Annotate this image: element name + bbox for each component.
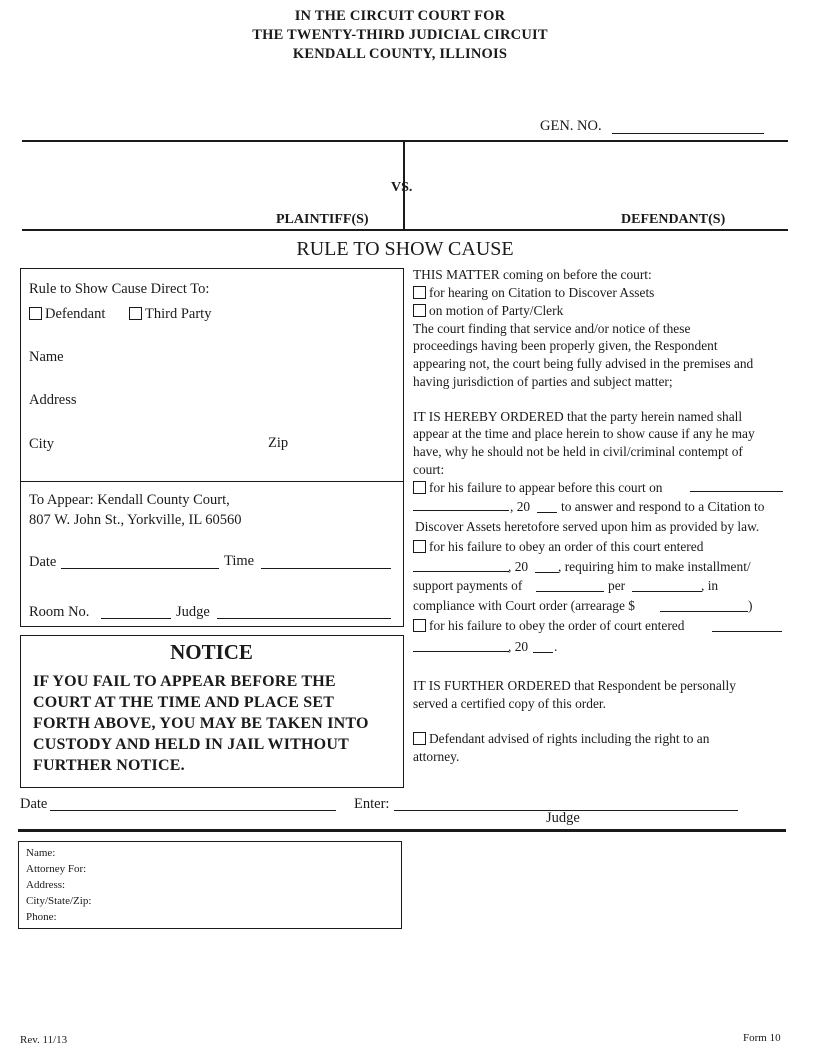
ordered-line1: IT IS HEREBY ORDERED that the party herein named shall: [413, 409, 743, 424]
notice-line2: COURT AT THE TIME AND PLACE SET: [33, 694, 335, 711]
notice-line5: FURTHER NOTICE.: [33, 757, 185, 774]
per-period-field[interactable]: [632, 579, 702, 592]
hearing-option[interactable]: [413, 284, 654, 302]
notice-title: NOTICE: [170, 640, 253, 664]
gen-no-field[interactable]: [612, 121, 764, 134]
plaintiff-label: PLAINTIFF(S): [276, 212, 369, 227]
signature-date-field[interactable]: [50, 798, 336, 811]
third-party-checkbox[interactable]: [129, 307, 142, 320]
further-line1: IT IS FURTHER ORDERED that Respondent be personally: [413, 678, 736, 693]
attorney-city-label: City/State/Zip:: [26, 895, 92, 907]
fail-appear-label: for his failure to appear before this court on: [429, 480, 663, 495]
attorney-phone-label: Phone:: [26, 911, 57, 923]
vs-label: VS.: [391, 180, 413, 195]
fail-obey2-year-field[interactable]: [533, 640, 553, 653]
ordered-line3: have, why he should not be held in civil/criminal contempt of: [413, 444, 743, 459]
motion-checkbox[interactable]: [413, 304, 426, 317]
direct-to-heading: Rule to Show Cause Direct To:: [29, 281, 210, 297]
matter-heading: THIS MATTER coming on before the court:: [413, 267, 652, 282]
obey-year-prefix: , 20: [508, 559, 529, 574]
fail-obey2-checkbox[interactable]: [413, 619, 426, 632]
support-payments-label: support payments of: [413, 578, 523, 593]
fail-obey2-period: .: [554, 639, 558, 654]
room-no-label: Room No.: [29, 604, 90, 620]
fail-appear-month-field[interactable]: [413, 498, 509, 511]
name-label: Name: [29, 349, 64, 365]
notice-line3: FORTH ABOVE, YOU MAY BE TAKEN INTO: [33, 715, 369, 732]
signature-judge-label: Judge: [546, 810, 580, 826]
appear-line1: To Appear: Kendall County Court,: [29, 492, 230, 508]
advised-option[interactable]: [413, 730, 709, 748]
appear-time-label: Time: [224, 553, 255, 569]
fail-appear-date-field[interactable]: [690, 479, 783, 492]
document-title: RULE TO SHOW CAUSE: [296, 238, 514, 260]
obey-year-field[interactable]: [535, 560, 559, 573]
fail-obey2-label: for his failure to obey the order of court entered: [429, 618, 685, 633]
defendant-checkbox[interactable]: [29, 307, 42, 320]
court-name-line2: THE TWENTY-THIRD JUDICIAL CIRCUIT: [252, 27, 548, 43]
signature-rule: [18, 829, 786, 832]
court-name-line1: IN THE CIRCUIT COURT FOR: [294, 8, 506, 24]
defendant-label: DEFENDANT(S): [621, 212, 726, 227]
hearing-option-label: for hearing on Citation to Discover Assets: [429, 285, 655, 300]
revision-label: Rev. 11/13: [20, 1034, 68, 1046]
notice-line4: CUSTODY AND HELD IN JAIL WITHOUT: [33, 736, 349, 753]
fail-appear-year-field[interactable]: [537, 500, 557, 513]
fail-obey-label: for his failure to obey an order of this court entered: [429, 539, 704, 554]
zip-label: Zip: [268, 435, 289, 451]
arrearage-field[interactable]: [660, 599, 748, 612]
hearing-checkbox[interactable]: [413, 286, 426, 299]
per-label: per: [608, 578, 626, 593]
appear-date-label: Date: [29, 554, 57, 570]
direct-to-box: [20, 268, 404, 482]
caption-bottom-rule: [22, 229, 788, 231]
fail-obey-option[interactable]: [413, 538, 703, 556]
enter-label: Enter:: [354, 796, 390, 812]
appear-line2: 807 W. John St., Yorkville, IL 60560: [29, 512, 242, 528]
answer-text: to answer and respond to a Citation to: [561, 499, 765, 514]
appear-judge-label: Judge: [176, 604, 210, 620]
fail-appear-year-prefix: , 20: [510, 499, 531, 514]
court-name-line3: KENDALL COUNTY, ILLINOIS: [292, 46, 508, 62]
fail-appear-option[interactable]: [413, 479, 663, 497]
appear-date-field[interactable]: [61, 556, 219, 569]
appear-judge-field[interactable]: [217, 606, 391, 619]
address-label: Address: [29, 392, 77, 408]
gen-no-label: GEN. NO.: [540, 118, 602, 134]
fail-appear-checkbox[interactable]: [413, 481, 426, 494]
ordered-line2: appear at the time and place herein to show cause if any he may: [413, 426, 755, 441]
defendant-option[interactable]: [29, 306, 105, 323]
motion-option[interactable]: [413, 302, 563, 320]
attorney-box: [18, 841, 402, 929]
support-amount-field[interactable]: [536, 579, 604, 592]
finding-line2: proceedings having been properly given, the Respondent: [413, 338, 718, 353]
requiring-text: , requiring him to make installment/: [558, 559, 751, 574]
advised-line2: attorney.: [413, 749, 460, 764]
ordered-line4: court:: [413, 462, 445, 477]
further-line2: served a certified copy of this order.: [413, 696, 606, 711]
motion-option-label: on motion of Party/Clerk: [429, 303, 564, 318]
fail-obey-checkbox[interactable]: [413, 540, 426, 553]
city-label: City: [29, 436, 54, 452]
appear-time-field[interactable]: [261, 556, 391, 569]
obey-month-field[interactable]: [413, 559, 509, 572]
in-label: , in: [701, 578, 719, 593]
caption-top-rule: [22, 140, 788, 142]
room-no-field[interactable]: [101, 606, 171, 619]
appear-box: [20, 481, 404, 627]
third-party-option[interactable]: [129, 306, 211, 323]
fail-obey2-date-field[interactable]: [712, 619, 782, 632]
discover-text: Discover Assets heretofore served upon him as provided by law.: [415, 519, 760, 534]
finding-line3: appearing not, the court being fully advised in the premises and: [413, 356, 754, 371]
attorney-address-label: Address:: [26, 879, 66, 891]
notice-box: [20, 635, 404, 788]
signature-date-label: Date: [20, 796, 48, 812]
defendant-option-label: Defendant: [45, 306, 106, 322]
fail-obey2-year-prefix: , 20: [508, 639, 529, 654]
finding-line1: The court finding that service and/or notice of these: [413, 321, 691, 336]
attorney-name-label: Name:: [26, 847, 56, 859]
compliance-label: compliance with Court order (arrearage $: [413, 598, 635, 613]
notice-line1: IF YOU FAIL TO APPEAR BEFORE THE: [33, 673, 336, 690]
fail-obey2-month-field[interactable]: [413, 639, 509, 652]
finding-line4: having jurisdiction of parties and subject matter;: [413, 374, 673, 389]
form-number: Form 10: [743, 1032, 781, 1044]
fail-obey2-option[interactable]: [413, 617, 684, 635]
advised-line1: Defendant advised of rights including the right to an: [429, 731, 710, 746]
arrearage-close-paren: ): [748, 598, 753, 613]
advised-checkbox[interactable]: [413, 732, 426, 745]
third-party-option-label: Third Party: [145, 306, 212, 322]
attorney-for-label: Attorney For:: [26, 863, 87, 875]
